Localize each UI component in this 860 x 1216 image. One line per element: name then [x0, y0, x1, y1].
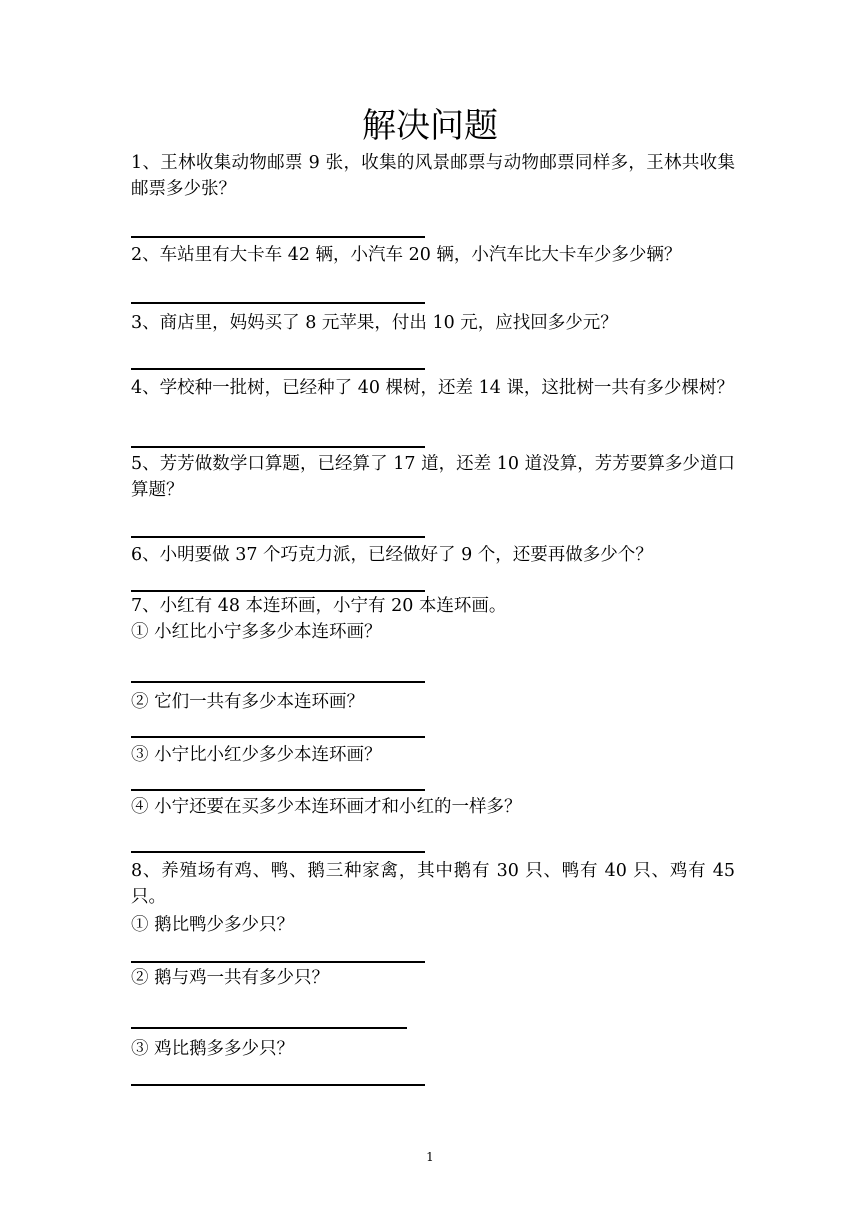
- question-3: 3、商店里，妈妈买了 8 元苹果，付出 10 元，应找回多少元？: [131, 313, 618, 333]
- question-7-part-1: ① 小红比小宁多多少本连环画？: [131, 622, 382, 642]
- answer-line-2[interactable]: [131, 302, 425, 304]
- question-1: 1、王林收集动物邮票 9 张，收集的风景邮票与动物邮票同样多，王林共收集邮票多少张？: [131, 153, 735, 199]
- question-7-stem: 7、小红有 48 本连环画，小宁有 20 本连环画。: [131, 596, 507, 616]
- answer-line-8-1[interactable]: [131, 961, 425, 963]
- question-8-part-3: ③ 鸡比鹅多多少只？: [131, 1039, 295, 1059]
- answer-line-8-2[interactable]: [131, 1027, 407, 1029]
- answer-line-1[interactable]: [131, 236, 425, 238]
- answer-line-4[interactable]: [131, 446, 425, 448]
- question-8-part-2: ② 鹅与鸡一共有多少只？: [131, 968, 330, 988]
- answer-line-7-2[interactable]: [131, 736, 425, 738]
- answer-line-8-3[interactable]: [131, 1084, 425, 1086]
- answer-line-5[interactable]: [131, 536, 425, 538]
- question-5: 5、芳芳做数学口算题，已经算了 17 道，还差 10 道没算，芳芳要算多少道口算题？: [131, 454, 735, 500]
- question-7-part-4: ④ 小宁还要在买多少本连环画才和小红的一样多？: [131, 797, 522, 817]
- answer-line-7-4[interactable]: [131, 851, 425, 853]
- page-number: 1: [426, 1150, 434, 1164]
- question-4: 4、学校种一批树，已经种了 40 棵树，还差 14 课，这批树一共有多少棵树？: [131, 378, 734, 398]
- answer-line-7-1[interactable]: [131, 681, 425, 683]
- question-8-part-1: ① 鹅比鸭少多少只？: [131, 915, 295, 935]
- question-7-part-2: ② 它们一共有多少本连环画？: [131, 692, 365, 712]
- question-2: 2、车站里有大卡车 42 辆，小汽车 20 辆，小汽车比大卡车少多少辆？: [131, 245, 682, 265]
- page-title: 解决问题: [362, 106, 498, 146]
- answer-line-6[interactable]: [131, 590, 425, 592]
- question-6: 6、小明要做 37 个巧克力派，已经做好了 9 个，还要再做多少个？: [131, 545, 653, 565]
- question-8-stem: 8、养殖场有鸡、鸭、鹅三种家禽，其中鹅有 30 只、鸭有 40 只、鸡有 45 只。: [131, 861, 735, 907]
- answer-line-3[interactable]: [131, 368, 425, 370]
- question-7-part-3: ③ 小宁比小红少多少本连环画？: [131, 745, 382, 765]
- answer-line-7-3[interactable]: [131, 789, 425, 791]
